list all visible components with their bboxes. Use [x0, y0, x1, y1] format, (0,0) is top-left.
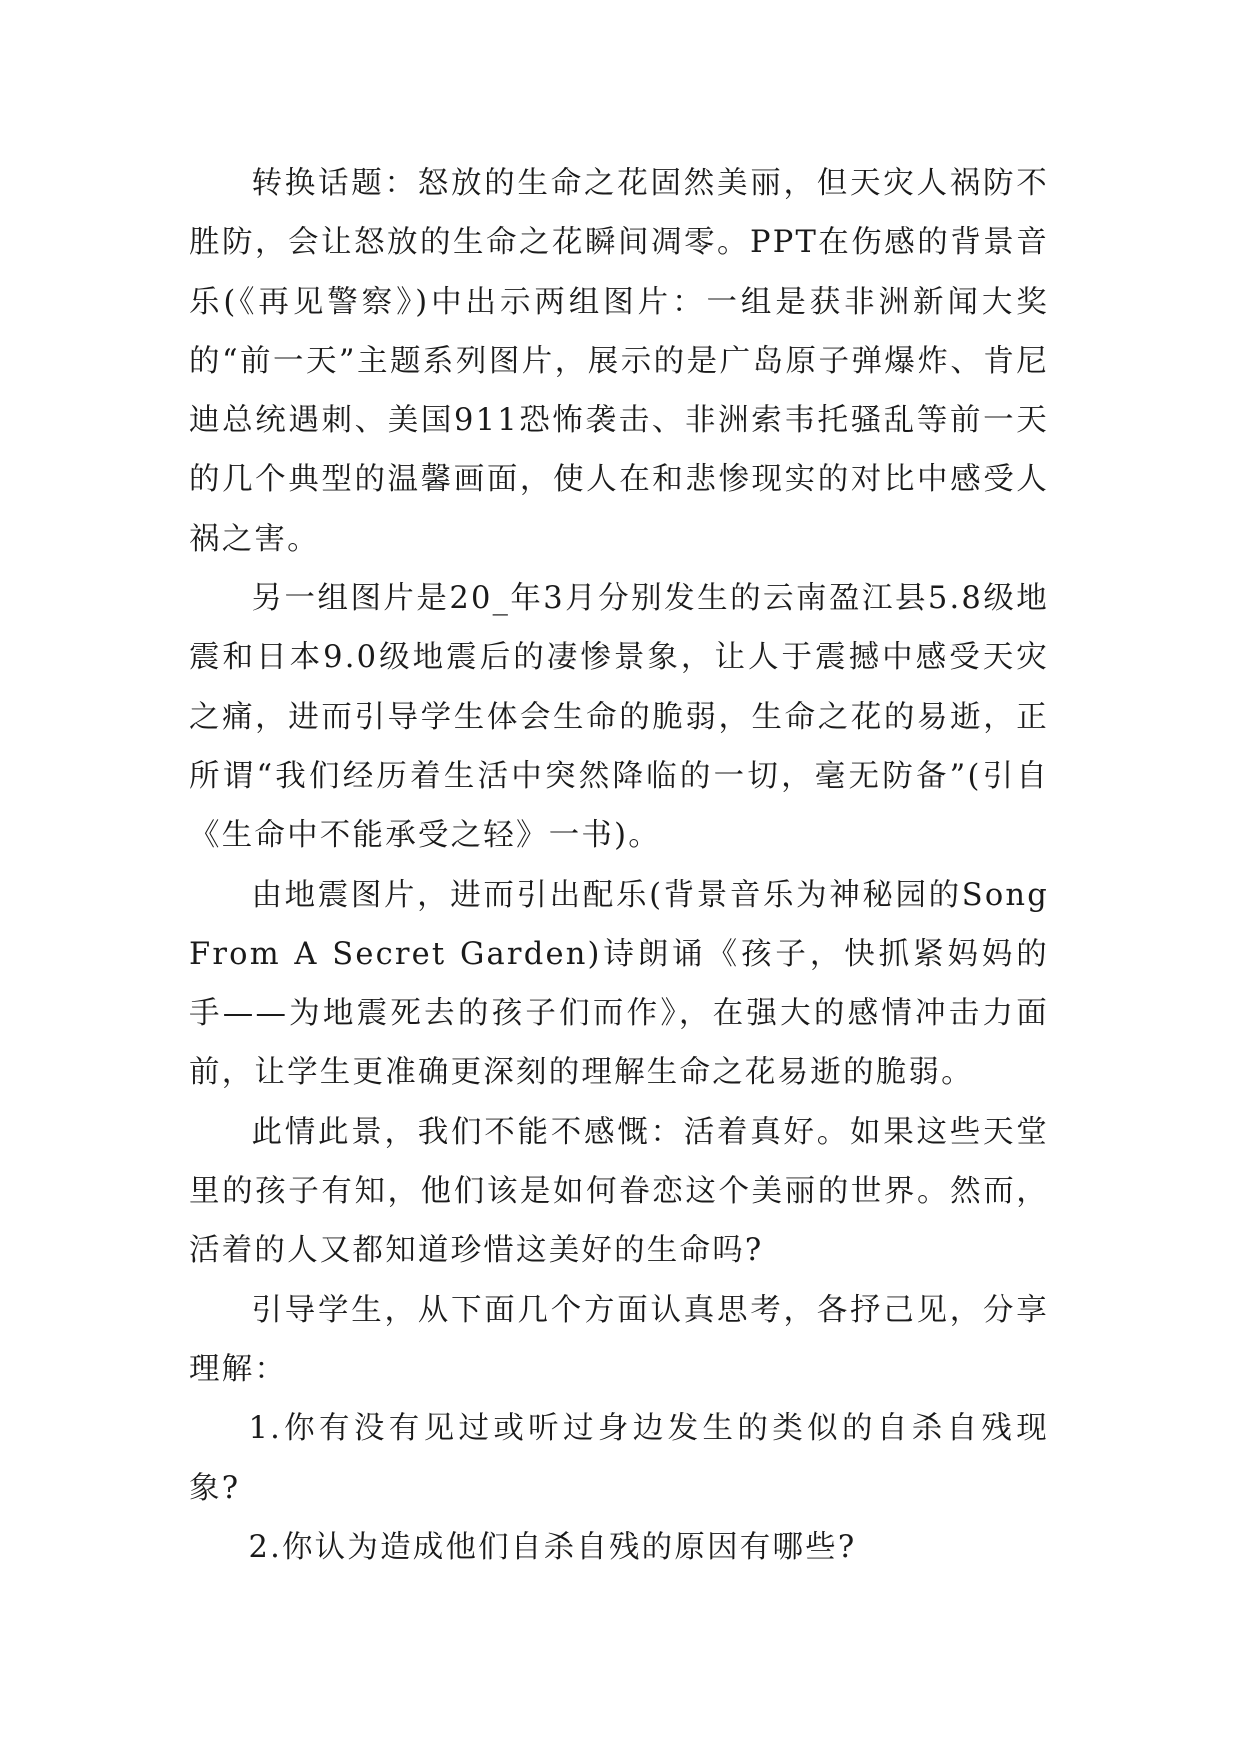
paragraph-guidance: 引导学生，从下面几个方面认真思考，各抒己见，分享理解： [189, 1292, 1049, 1387]
paragraph-earthquake-images: 另一组图片是20_年3月分别发生的云南盈江县5.8级地震和日本9.0级地震后的凄惨景象，让人于震撼中感受天灾之痛，进而引导学生体会生命的脆弱，生命之花的易逝，正所谓“我们经历着生活中突然降临的一切，毫无防备”(引自《生命中不能承受之轻》一书)。 [189, 581, 1049, 854]
paragraph-topic-shift: 转换话题：怒放的生命之花固然美丽，但天灾人祸防不胜防，会让怒放的生命之花瞬间凋零。PPT在伤感的背景音乐(《再见警察》)中出示两组图片：一组是获非洲新闻大奖的“前一天”主题系列图片，展示的是广岛原子弹爆炸、肯尼迪总统遇刺、美国911恐怖袭击、非洲索韦托骚乱等前一天的几个典型的温馨画面，使人在和悲惨现实的对比中感受人祸之害。 [189, 166, 1049, 557]
document-body [189, 154, 1049, 1577]
paragraph-reflection: 此情此景，我们不能不感慨：活着真好。如果这些天堂里的孩子有知，他们该是如何眷恋这个美丽的世界。然而，活着的人又都知道珍惜这美好的生命吗? [189, 1114, 1049, 1269]
list-item-question-2: 2.你认为造成他们自杀自残的原因有哪些? [248, 1529, 857, 1565]
paragraph-poem-recital: 由地震图片，进而引出配乐(背景音乐为神秘园的Song From A Secret Garden)诗朗诵《孩子，快抓紧妈妈的手——为地震死去的孩子们而作》，在强大的感情冲击力面前，让学生更准确更深刻的理解生命之花易逝的脆弱。 [189, 877, 1049, 1091]
list-item-question-1: 1.你有没有见过或听过身边发生的类似的自杀自残现象? [189, 1411, 1049, 1506]
